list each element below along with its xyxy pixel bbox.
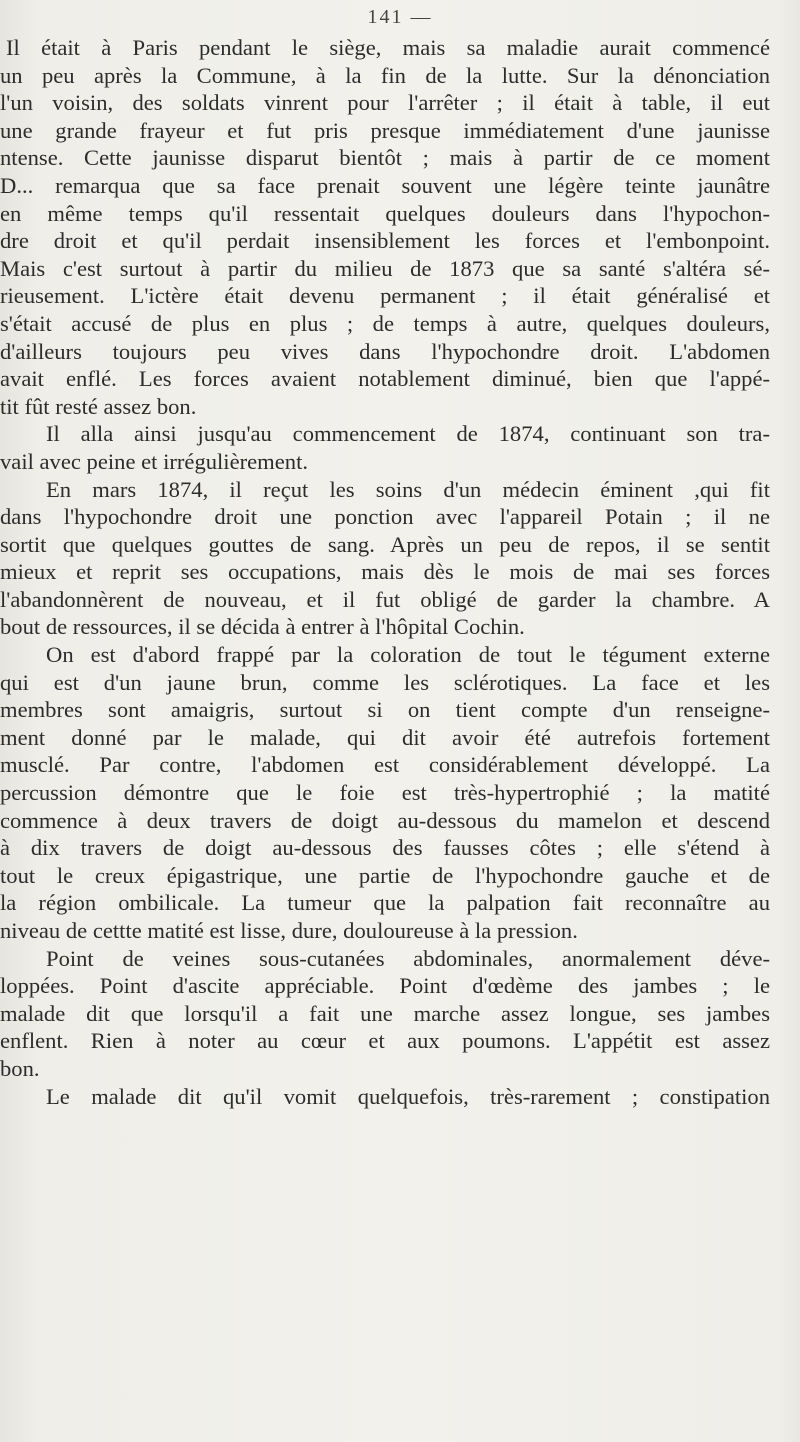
text-line: Il était à Paris pendant le siège, mais sa maladie aurait commencé	[6, 35, 770, 60]
text-line: niveau de cettte matité est lisse, dure, douloureuse à la pression.	[0, 918, 578, 943]
body-text	[0, 34, 770, 1110]
text-line: vail avec peine et irrégulièrement.	[0, 448, 308, 474]
text-line: rieusement. L'ictère était devenu permanent ; il était généralisé et	[0, 283, 770, 309]
text-line: dre droit et qu'il perdait insensiblement les forces et l'embonpoint.	[0, 228, 770, 254]
text-line: malade dit que lorsqu'il a fait une marche assez longue, ses jambes	[0, 1000, 770, 1026]
text-line: musclé. Par contre, l'abdomen est considérablement développé. La	[0, 752, 770, 778]
text-line: dans l'hypochondre droit une ponction avec l'appareil Potain ; il ne	[0, 504, 770, 530]
text-line: la région ombilicale. La tumeur que la palpation fait reconnaître au	[0, 890, 770, 916]
paragraph-first-line: En mars 1874, il reçut les soins d'un médecin éminent ,qui fit	[46, 476, 770, 502]
text-line: d'ailleurs toujours peu vives dans l'hypochondre droit. L'abdomen	[0, 338, 770, 364]
text-line: une grande frayeur et fut pris presque immédiatement d'une jaunisse	[0, 117, 770, 143]
text-line: sortit que quelques gouttes de sang. Après un peu de repos, il se sentit	[0, 531, 770, 557]
text-line: ment donné par le malade, qui dit avoir été autrefois fortement	[0, 724, 770, 750]
text-line: tit fût resté assez bon.	[0, 393, 197, 419]
text-line: un peu après la Commune, à la fin de la lutte. Sur la dénonciation	[0, 62, 770, 88]
text-line: D... remarqua que sa face prenait souvent une légère teinte jaunâtre	[0, 172, 770, 198]
paragraph-first-line: On est d'abord frappé par la coloration de tout le tégument externe	[46, 642, 770, 668]
paragraph-first-line: Point de veines sous-cutanées abdominales, anormalement déve-	[46, 945, 770, 971]
text-line: s'était accusé de plus en plus ; de temps à autre, quelques douleurs,	[0, 310, 770, 336]
text-line: loppées. Point d'ascite appréciable. Point d'œdème des jambes ; le	[0, 973, 770, 999]
text-line: membres sont amaigris, surtout si on tient compte d'un renseigne-	[0, 697, 770, 723]
text-line: bout de ressources, il se décida à entrer à l'hôpital Cochin.	[0, 614, 525, 640]
text-line: enflent. Rien à noter au cœur et aux poumons. L'appétit est assez	[0, 1028, 770, 1054]
text-line: mieux et reprit ses occupations, mais dès le mois de mai ses forces	[0, 559, 770, 585]
page-number: 141 —	[367, 6, 433, 28]
text-line: Mais c'est surtout à partir du milieu de 1873 que sa santé s'altéra sé-	[0, 255, 770, 281]
text-line: bon.	[0, 1055, 40, 1081]
paragraph-first-line: Il alla ainsi jusqu'au commencement de 1874, continuant son tra-	[46, 421, 770, 447]
text-line: à dix travers de doigt au-dessous des fausses côtes ; elle s'étend à	[0, 835, 770, 861]
text-line: en même temps qu'il ressentait quelques douleurs dans l'hypochon-	[0, 200, 770, 226]
paragraph-first-line: Le malade dit qu'il vomit quelquefois, très-rarement ; constipation	[46, 1083, 770, 1109]
text-line: l'abandonnèrent de nouveau, et il fut obligé de garder la chambre. A	[0, 586, 770, 612]
text-line: tout le creux épigastrique, une partie de l'hypochondre gauche et de	[0, 862, 770, 888]
text-line: ntense. Cette jaunisse disparut bientôt ; mais à partir de ce moment	[0, 145, 770, 171]
text-line: l'un voisin, des soldats vinrent pour l'arrêter ; il était à table, il eut	[0, 90, 770, 116]
text-line: commence à deux travers de doigt au-dessous du mamelon et descend	[0, 807, 770, 833]
text-line: percussion démontre que le foie est très-hypertrophié ; la matité	[0, 780, 770, 806]
text-line: avait enflé. Les forces avaient notablement diminué, bien que l'appé-	[0, 366, 770, 392]
text-line: qui est d'un jaune brun, comme les sclérotiques. La face et les	[0, 669, 770, 695]
